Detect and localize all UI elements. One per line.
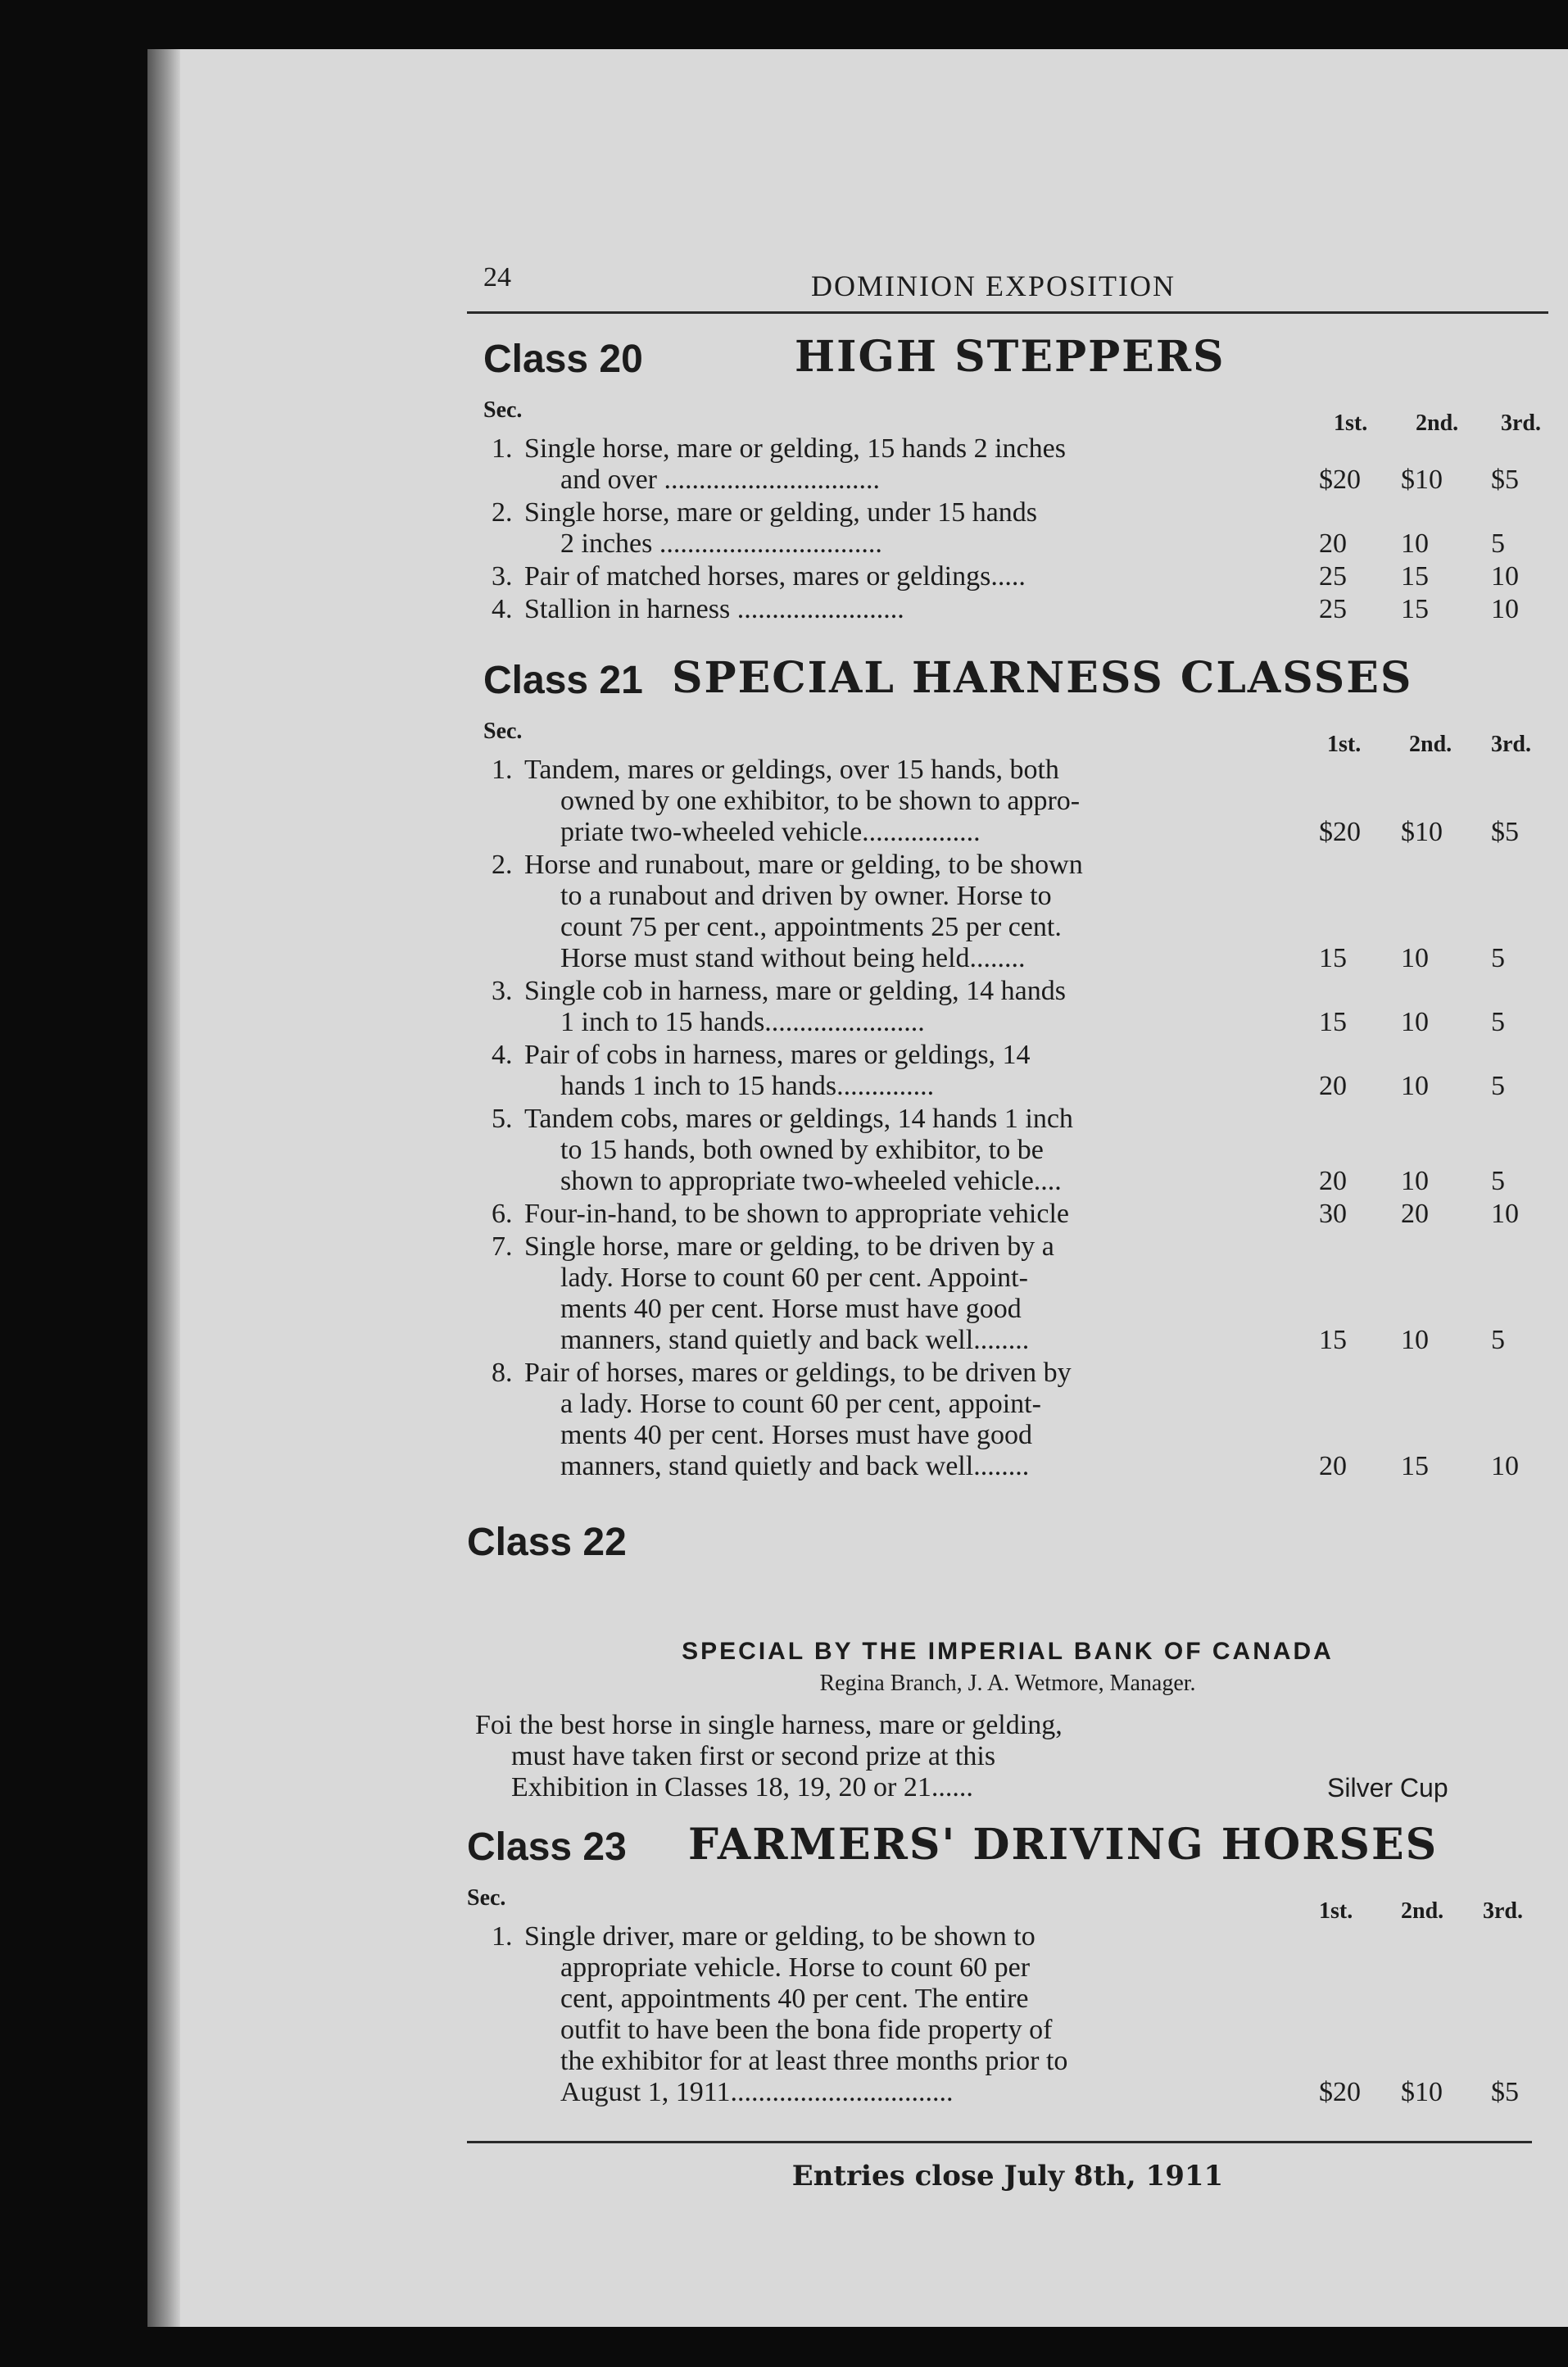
- special-prize-award: Silver Cup: [1327, 1773, 1448, 1802]
- first-prize-head: 1st.: [1334, 410, 1368, 436]
- first-prize: $20: [1319, 465, 1361, 495]
- entry-prizes: [1319, 943, 1548, 974]
- second-prize: 20: [1401, 1199, 1429, 1229]
- class-22-heading: [467, 1515, 1548, 1580]
- entry-description: [524, 976, 1262, 1038]
- entry-prizes: [1319, 1451, 1548, 1482]
- third-prize: 5: [1491, 943, 1505, 973]
- class-20-heading: [467, 332, 1548, 397]
- entry-prizes: [1319, 528, 1548, 560]
- prize-entry: [467, 1358, 1548, 1482]
- third-prize-head: 3rd.: [1483, 1898, 1523, 1924]
- special-prize-sponsor: Regina Branch, J. A. Wetmore, Manager.: [819, 1671, 1196, 1696]
- prize-entry: [467, 433, 1548, 496]
- entry-line: to 15 hands, both owned by exhibitor, to be: [560, 1135, 1044, 1165]
- binding-shadow: [147, 49, 180, 2327]
- third-prize: 10: [1491, 594, 1519, 624]
- first-prize: 20: [1319, 1451, 1347, 1481]
- entry-line: cent, appointments 40 per cent. The entire: [560, 1984, 1029, 2014]
- third-prize: 5: [1491, 1325, 1505, 1355]
- special-prize-title: SPECIAL BY THE IMPERIAL BANK OF CANADA: [682, 1638, 1334, 1665]
- class-20-prize-header: [467, 397, 1548, 436]
- class-21-heading: [467, 653, 1548, 719]
- entry-description: [524, 1104, 1262, 1197]
- third-prize-head: 3rd.: [1501, 410, 1541, 436]
- class-23-title: FARMERS' DRIVING HORSES: [688, 1820, 1439, 1870]
- entry-line: hands 1 inch to 15 hands..............: [560, 1071, 935, 1101]
- entry-line: Pair of cobs in harness, mares or geldings, 14: [524, 1040, 1031, 1070]
- entry-line: Single horse, mare or gelding, to be driven by a: [524, 1231, 1054, 1262]
- entry-number: 2.: [492, 497, 513, 528]
- entry-line: manners, stand quietly and back well........: [560, 1451, 1030, 1481]
- page-content: [467, 262, 1548, 2192]
- second-prize: $10: [1401, 465, 1443, 495]
- first-prize: 15: [1319, 1325, 1347, 1355]
- entry-prizes: [1319, 561, 1548, 592]
- entry-line: manners, stand quietly and back well........: [560, 1325, 1030, 1355]
- special-line: Foi the best horse in single harness, mare or gelding,: [475, 1710, 1063, 1740]
- entry-line: Tandem, mares or geldings, over 15 hands, both: [524, 755, 1059, 785]
- entry-line: Single horse, mare or gelding, under 15 hands: [524, 497, 1038, 528]
- entry-description: [524, 1040, 1262, 1102]
- first-prize: $20: [1319, 817, 1361, 847]
- second-prize: 10: [1401, 1071, 1429, 1101]
- entry-prizes: [1319, 1071, 1548, 1102]
- footer-rule: [467, 2141, 1532, 2143]
- second-prize-head: 2nd.: [1401, 1898, 1444, 1924]
- first-prize: 15: [1319, 1007, 1347, 1037]
- entry-prizes: [1319, 1325, 1548, 1356]
- entry-number: 1.: [492, 755, 513, 785]
- entry-number: 3.: [492, 976, 513, 1006]
- class-20-entries: [467, 433, 1548, 625]
- first-prize: 30: [1319, 1199, 1347, 1229]
- second-prize-head: 2nd.: [1409, 732, 1452, 757]
- entry-line: lady. Horse to count 60 per cent. Appoint-: [560, 1263, 1028, 1293]
- entry-number: 2.: [492, 850, 513, 880]
- footer-note: Entries close July 8th, 1911: [791, 2160, 1224, 2192]
- prize-entry: [467, 594, 1548, 625]
- running-head: [467, 262, 1548, 314]
- entry-number: 6.: [492, 1199, 513, 1229]
- first-prize: 25: [1319, 561, 1347, 592]
- second-prize: 10: [1401, 1325, 1429, 1355]
- class-21-label: Class 21: [483, 659, 643, 702]
- class-23-entries: [467, 1921, 1548, 2108]
- entry-line: priate two-wheeled vehicle.................: [560, 817, 981, 847]
- entry-line: a lady. Horse to count 60 per cent, appoint-: [560, 1389, 1041, 1419]
- third-prize: 10: [1491, 1451, 1519, 1481]
- third-prize: 10: [1491, 1199, 1519, 1229]
- second-prize: 10: [1401, 1007, 1429, 1037]
- entry-line: ments 40 per cent. Horses must have good: [560, 1420, 1032, 1450]
- third-prize: $5: [1491, 465, 1519, 495]
- page-number: 24: [483, 262, 511, 292]
- entry-prizes: [1319, 1199, 1548, 1230]
- first-prize-head: 1st.: [1319, 1898, 1353, 1924]
- entry-prizes: [1319, 2077, 1548, 2108]
- second-prize: $10: [1401, 2077, 1443, 2107]
- class-22-label: Class 22: [467, 1521, 627, 1564]
- class-23-heading: [467, 1820, 1548, 1885]
- entry-description: [524, 1921, 1262, 2108]
- sec-label: Sec.: [483, 397, 523, 423]
- entry-line: to a runabout and driven by owner. Horse to: [560, 881, 1052, 911]
- second-prize: 10: [1401, 943, 1429, 973]
- entry-line: count 75 per cent., appointments 25 per cent.: [560, 912, 1062, 942]
- entry-description: [524, 433, 1262, 496]
- class-20-title: HIGH STEPPERS: [795, 332, 1226, 382]
- entry-line: appropriate vehicle. Horse to count 60 per: [560, 1952, 1031, 1983]
- third-prize: $5: [1491, 2077, 1519, 2107]
- special-line: must have taken first or second prize at this: [511, 1741, 996, 1771]
- entry-line: 1 inch to 15 hands.......................: [560, 1007, 925, 1037]
- third-prize-head: 3rd.: [1491, 732, 1531, 757]
- first-prize: $20: [1319, 2077, 1361, 2107]
- entry-line: Single driver, mare or gelding, to be shown to: [524, 1921, 1036, 1952]
- third-prize: 5: [1491, 1166, 1505, 1196]
- entry-prizes: [1319, 1007, 1548, 1038]
- class-21-prize-header: [467, 719, 1548, 755]
- third-prize: 5: [1491, 1007, 1505, 1037]
- special-prize-text: [467, 1710, 1548, 1803]
- entry-line: Tandem cobs, mares or geldings, 14 hands 1 inch: [524, 1104, 1073, 1134]
- entry-description: [524, 497, 1262, 560]
- entry-number: 7.: [492, 1231, 513, 1262]
- entry-line: Pair of matched horses, mares or geldings.....: [524, 561, 1026, 592]
- entry-number: 4.: [492, 594, 513, 624]
- entry-line: owned by one exhibitor, to be shown to appro-: [560, 786, 1081, 816]
- entry-line: Single cob in harness, mare or gelding, 14 hands: [524, 976, 1066, 1006]
- second-prize: 10: [1401, 528, 1429, 559]
- entry-prizes: [1319, 465, 1548, 496]
- prize-entry: [467, 497, 1548, 560]
- second-prize: 15: [1401, 561, 1429, 592]
- prize-entry: [467, 850, 1548, 974]
- second-prize-head: 2nd.: [1416, 410, 1459, 436]
- entry-line: shown to appropriate two-wheeled vehicle....: [560, 1166, 1062, 1196]
- first-prize: 15: [1319, 943, 1347, 973]
- entry-description: [524, 850, 1262, 974]
- third-prize: 5: [1491, 1071, 1505, 1101]
- entry-number: 3.: [492, 561, 513, 592]
- prize-entry: [467, 1921, 1548, 2108]
- entry-line: August 1, 1911................................: [560, 2077, 954, 2107]
- entry-line: Four-in-hand, to be shown to appropriate vehicle: [524, 1199, 1069, 1229]
- second-prize: $10: [1401, 817, 1443, 847]
- entry-prizes: [1319, 594, 1548, 625]
- first-prize: 25: [1319, 594, 1347, 624]
- special-line: Exhibition in Classes 18, 19, 20 or 21......: [511, 1772, 973, 1802]
- class-21-title: SPECIAL HARNESS CLASSES: [672, 653, 1413, 703]
- second-prize: 15: [1401, 594, 1429, 624]
- class-21-entries: [467, 755, 1548, 1482]
- entry-number: 5.: [492, 1104, 513, 1134]
- prize-entry: [467, 561, 1548, 592]
- entry-description: [524, 561, 1262, 592]
- first-prize: 20: [1319, 528, 1347, 559]
- entry-prizes: [1319, 817, 1548, 848]
- entry-description: [524, 594, 1262, 625]
- entry-number: 1.: [492, 433, 513, 464]
- class-23-prize-header: [467, 1885, 1548, 1924]
- second-prize: 15: [1401, 1451, 1429, 1481]
- class-23-label: Class 23: [467, 1825, 627, 1869]
- third-prize: 5: [1491, 528, 1505, 559]
- entry-number: 4.: [492, 1040, 513, 1070]
- sec-label: Sec.: [483, 719, 523, 744]
- entry-line: Single horse, mare or gelding, 15 hands 2 inches: [524, 433, 1066, 464]
- entry-line: ments 40 per cent. Horse must have good: [560, 1294, 1022, 1324]
- prize-entry: [467, 755, 1548, 848]
- second-prize: 10: [1401, 1166, 1429, 1196]
- first-prize-head: 1st.: [1327, 732, 1362, 757]
- prize-entry: [467, 1104, 1548, 1197]
- third-prize: $5: [1491, 817, 1519, 847]
- prize-entry: [467, 976, 1548, 1038]
- entry-line: and over ...............................: [560, 465, 881, 495]
- entry-description: [524, 755, 1262, 848]
- entry-line: Horse must stand without being held........: [560, 943, 1026, 973]
- third-prize: 10: [1491, 561, 1519, 592]
- entry-description: [524, 1358, 1262, 1482]
- entry-description: [524, 1231, 1262, 1356]
- prize-entry: [467, 1231, 1548, 1356]
- entry-line: Horse and runabout, mare or gelding, to be shown: [524, 850, 1083, 880]
- sec-label: Sec.: [467, 1885, 506, 1911]
- entry-line: the exhibitor for at least three months prior to: [560, 2046, 1068, 2076]
- entry-line: 2 inches ................................: [560, 528, 882, 559]
- entry-line: Pair of horses, mares or geldings, to be driven by: [524, 1358, 1072, 1388]
- entry-line: outfit to have been the bona fide property of: [560, 2015, 1053, 2045]
- class-20-label: Class 20: [483, 338, 643, 381]
- prize-entry: [467, 1040, 1548, 1102]
- entry-prizes: [1319, 1166, 1548, 1197]
- running-title: DOMINION EXPOSITION: [811, 270, 1176, 302]
- prize-entry: [467, 1199, 1548, 1230]
- entry-number: 1.: [492, 1921, 513, 1952]
- entry-line: Stallion in harness ........................: [524, 594, 904, 624]
- first-prize: 20: [1319, 1071, 1347, 1101]
- entry-number: 8.: [492, 1358, 513, 1388]
- first-prize: 20: [1319, 1166, 1347, 1196]
- entry-description: [524, 1199, 1262, 1230]
